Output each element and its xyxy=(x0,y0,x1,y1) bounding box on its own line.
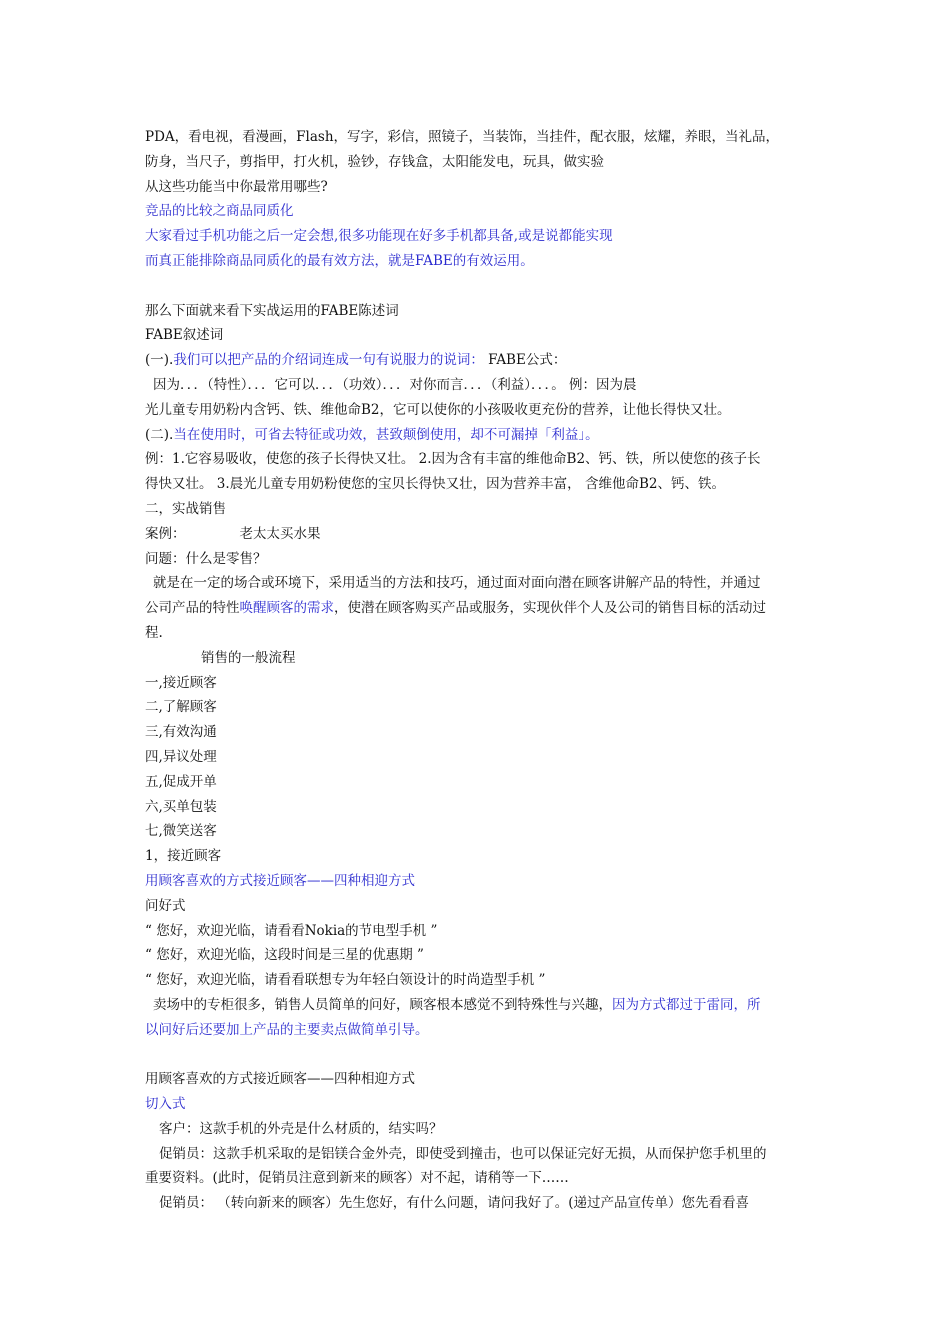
section-title: 销售的一般流程 xyxy=(201,649,296,666)
text-span: 公司产品的特性 xyxy=(145,600,240,617)
text-line: 光儿童专用奶粉内含钙、铁、维他命B2，它可以使你的小孩吸收更充份的营养，让他长得快又壮。 xyxy=(145,401,731,418)
case-title: 老太太买水果 xyxy=(239,525,321,542)
highlight-text: 因为方式都过于雷同，所 xyxy=(612,996,761,1013)
section-heading: 1，接近顾客 xyxy=(145,848,222,865)
highlight-line: 以问好后还要加上产品的主要卖点做简单引导。 xyxy=(145,1021,429,1038)
highlight-line: 大家看过手机功能之后一定会想,很多功能现在好多手机都具备,或是说都能实现 xyxy=(145,228,613,245)
dialogue-line: 促销员： （转向新来的顾客）先生您好，有什么问题，请问我好了。(递过产品宣传单）您先看看喜 xyxy=(159,1195,750,1212)
text-line: 例：1.它容易吸收，使您的孩子长得快又壮。 2.因为含有丰富的维他命B2、钙、铁，所以使您的孩子长 xyxy=(145,451,761,468)
highlight-line: 用顾客喜欢的方式接近顾客——四种相迎方式 xyxy=(145,872,415,889)
process-step: 一,接近顾客 xyxy=(145,674,217,691)
text-line: 防身，当尺子，剪指甲，打火机，验钞，存钱盒，太阳能发电，玩具，做实验 xyxy=(145,153,604,170)
text-line xyxy=(145,522,813,547)
highlight-line: 切入式 xyxy=(145,1096,186,1113)
highlight-text: 唤醒顾客的需求 xyxy=(239,600,334,617)
quote-line: “ 您好，欢迎光临，这段时间是三星的优惠期 ” xyxy=(145,947,424,964)
process-step: 二,了解顾客 xyxy=(145,699,217,716)
text-line: 那么下面就来看下实战运用的FABE陈述词 xyxy=(145,302,399,319)
highlight-line: 竞品的比较之商品同质化 xyxy=(145,203,294,220)
document-body xyxy=(145,125,813,1216)
process-step: 五,促成开单 xyxy=(145,773,217,790)
highlight-line: 而真正能排除商品同质化的最有效方法，就是FABE的有效运用。 xyxy=(145,252,534,269)
text-line: 因为．．．（特性）．．．它可以．．．（功效）．．．对你而言．．．（利益）．．．。 例：因为晨 xyxy=(153,376,637,393)
text-span: ，使潜在顾客购买产品或服务，实现伙伴个人及公司的销售目标的活动过 xyxy=(334,600,766,617)
text-line: 得快又壮。 3.晨光儿童专用奶粉使您的宝贝长得快又壮，因为营养丰富， 含维他命B2、钙、铁。 xyxy=(145,476,725,493)
quote-line: “ 您好，欢迎光临，请看看联想专为年轻白领设计的时尚造型手机 ” xyxy=(145,972,546,989)
list-marker: (一). xyxy=(145,352,174,369)
case-label: 案例： xyxy=(145,525,186,542)
list-marker: (二). xyxy=(145,426,174,443)
text-line: FABE叙述词 xyxy=(145,327,224,344)
highlight-text: 当在使用时，可省去特征或功效，甚致颠倒使用，却不可漏掉「利益」。 xyxy=(173,426,599,443)
process-step: 七,微笑送客 xyxy=(145,823,217,840)
process-step: 三,有效沟通 xyxy=(145,724,217,741)
process-step: 四,异议处理 xyxy=(145,748,217,765)
text-line: 重要资料。(此时，促销员注意到新来的顾客）对不起，请稍等一下…… xyxy=(145,1170,569,1187)
text-line: 用顾客喜欢的方式接近顾客——四种相迎方式 xyxy=(145,1071,415,1088)
text-line xyxy=(145,993,813,1018)
text-span: FABE公式： xyxy=(483,352,567,369)
blank-line xyxy=(145,1042,813,1067)
blank-line xyxy=(145,274,813,299)
process-step: 六,买单包装 xyxy=(145,798,217,815)
text-line: 问题：什么是零售？ xyxy=(145,550,267,567)
quote-line: “ 您好，欢迎光临，请看看Nokia的节电型手机 ” xyxy=(145,922,438,939)
section-heading: 二，实战销售 xyxy=(145,500,226,517)
dialogue-line: 促销员：这款手机采取的是铝镁合金外壳，即使受到撞击，也可以保证完好无损，从而保护您手机里的 xyxy=(159,1145,767,1162)
text-line xyxy=(145,348,813,373)
text-line: 就是在一定的场合或环境下，采用适当的方法和技巧，通过面对面向潜在顾客讲解产品的特性，并通过 xyxy=(153,575,761,592)
text-line xyxy=(145,423,813,448)
text-line: PDA，看电视，看漫画，Flash，写字，彩信，照镜子，当装饰，当挂件，配衣服，炫耀，养眼，当礼品， xyxy=(145,129,780,145)
dialogue-line: 客户：这款手机的外壳是什么材质的，结实吗？ xyxy=(159,1120,443,1137)
text-span: 卖场中的专柜很多，销售人员简单的问好，顾客根本感觉不到特殊性与兴趣， xyxy=(153,996,612,1013)
text-line: 程. xyxy=(145,624,163,641)
text-line: 问好式 xyxy=(145,897,186,914)
text-line: 从这些功能当中你最常用哪些? xyxy=(145,178,328,195)
highlight-text: 我们可以把产品的介绍词连成一句有说服力的说词： xyxy=(173,352,484,369)
text-line xyxy=(145,596,813,621)
